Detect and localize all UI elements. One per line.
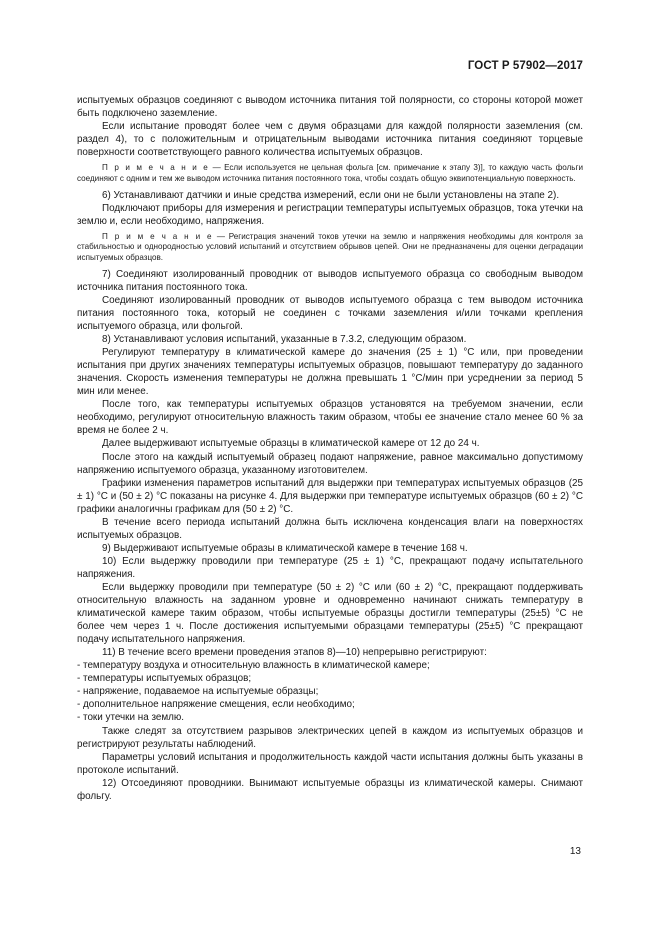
paragraph: Графики изменения параметров испытаний для выдержки при температурах испытуемых образцов (25 ± 1) °C и (50 ± 2) °C показаны на рисунке 4. Для выдержки при температуре испытуемых образцов (60 ± 2) °C графики аналогичны графикам для (50 ± 2) °C.	[77, 477, 583, 515]
paragraph: Регулируют температуру в климатической камере до значения (25 ± 1) °C или, при проведении испытания при других значениях температуры испытуемых образцов, повышают температуру до заданного значения. Скорость изменения температуры не должна превышать 1 °C/мин при усреднении за период 5 мин или менее.	[77, 347, 583, 398]
paragraph: Соединяют изолированный проводник от выводов испытуемого образца с тем выводом источника питания постоянного тока, который не соединен с точками заземления и/или точками крепления испытуемого образца, или фольгой.	[77, 294, 583, 333]
list-item: - дополнительное напряжение смещения, если необходимо;	[77, 699, 355, 711]
page-number: 13	[569, 846, 581, 857]
paragraph: испытуемых образцов соединяют с выводом источника питания той полярности, со стороны которой может быть подключено заземление.	[77, 95, 583, 120]
list-item: - напряжение, подаваемое на испытуемые образцы;	[77, 686, 319, 698]
paragraph: Далее выдерживают испытуемые образцы в климатической камере от 12 до 24 ч.	[102, 438, 480, 450]
paragraph: Также следят за отсутствием разрывов электрических цепей в каждом из испытуемых образцов и регистрируют результаты наблюдений.	[77, 725, 583, 750]
paragraph: Если испытание проводят более чем с двумя образцами для каждой полярности заземления (см. раздел 4), то с положительным и отрицательным выводами источника питания соединяют торцевые поверхности соответствующего равного количества испытуемых образцов.	[77, 121, 583, 159]
paragraph: Если выдержку проводили при температуре (50 ± 2) °C или (60 ± 2) °C, прекращают поддерживать относительную влажность на заданном уровне и одновременно начинают снижать температуру в климатической камере таким образом, чтобы испытуемые образцы достигли температуры (25±5) °C не более чем через 1 ч. После достижения испытуемыми образцами температуры (25±5) °C прекращают подачу испытательного напряжения.	[77, 581, 583, 646]
note-label: П р и м е ч а н и е	[102, 163, 210, 173]
list-item: - температуру воздуха и относительную влажность в климатической камере;	[77, 660, 430, 672]
paragraph: После этого на каждый испытуемый образец подают напряжение, равное максимально допустимому напряжению испытуемого образца, указанному изготовителем.	[77, 451, 583, 476]
document-body	[77, 94, 583, 803]
paragraph: 6) Устанавливают датчики и иные средства измерений, если они не были установлены на этапе 2).	[102, 189, 560, 201]
paragraph: 11) В течение всего времени проведения этапов 8)—10) непрерывно регистрируют:	[102, 647, 487, 659]
paragraph: Параметры условий испытания и продолжительность каждой части испытания должны быть указаны в протоколе испытаний.	[77, 751, 583, 776]
list-item: - температуры испытуемых образцов;	[77, 673, 252, 685]
paragraph: 10) Если выдержку проводили при температуре (25 ± 1) °C, прекращают подачу испытательного напряжения.	[77, 555, 583, 580]
list-item: - токи утечки на землю.	[77, 712, 185, 724]
paragraph: 12) Отсоединяют проводники. Вынимают испытуемые образцы из климатической камеры. Снимают фольгу.	[77, 777, 583, 802]
paragraph: 7) Соединяют изолированный проводник от выводов испытуемого образца со свободным выводом источника питания постоянного тока.	[77, 268, 583, 293]
paragraph: 9) Выдерживают испытуемые образы в климатической камере в течение 168 ч.	[102, 542, 468, 554]
paragraph: После того, как температуры испытуемых образцов установятся на требуемом значении, если необходимо, регулируют относительную влажность таким образом, чтобы ее значение стало менее 60 % за время не более 2 ч.	[77, 399, 583, 437]
note	[77, 163, 583, 184]
note-text: — Если используется не цельная фольга [см. примечание к этапу 3)], то каждую часть фольги соединяют с одним и тем же выводом источника питания постоянного тока, чтобы создать общую эквипотенциальную поверхность.	[77, 163, 583, 183]
paragraph: В течение всего периода испытаний должна быть исключена конденсация влаги на поверхностях испытуемых образцов.	[77, 516, 583, 541]
note-text: — Регистрация значений токов утечки на землю и напряжения необходимы для контроля за стабильностью и однородностью условий испытаний и отсутствием обрывов цепей. Они не предназначены для оценки деградации испытуемых образцов.	[77, 231, 583, 262]
note	[77, 232, 583, 263]
note-label: П р и м е ч а н и е	[102, 231, 214, 241]
standard-id: ГОСТ Р 57902—2017	[467, 60, 583, 72]
paragraph: 8) Устанавливают условия испытаний, указанные в 7.3.2, следующим образом.	[102, 334, 467, 346]
paragraph: Подключают приборы для измерения и регистрации температуры испытуемых образцов, тока утечки на землю и, если необходимо, напряжения.	[77, 202, 583, 227]
